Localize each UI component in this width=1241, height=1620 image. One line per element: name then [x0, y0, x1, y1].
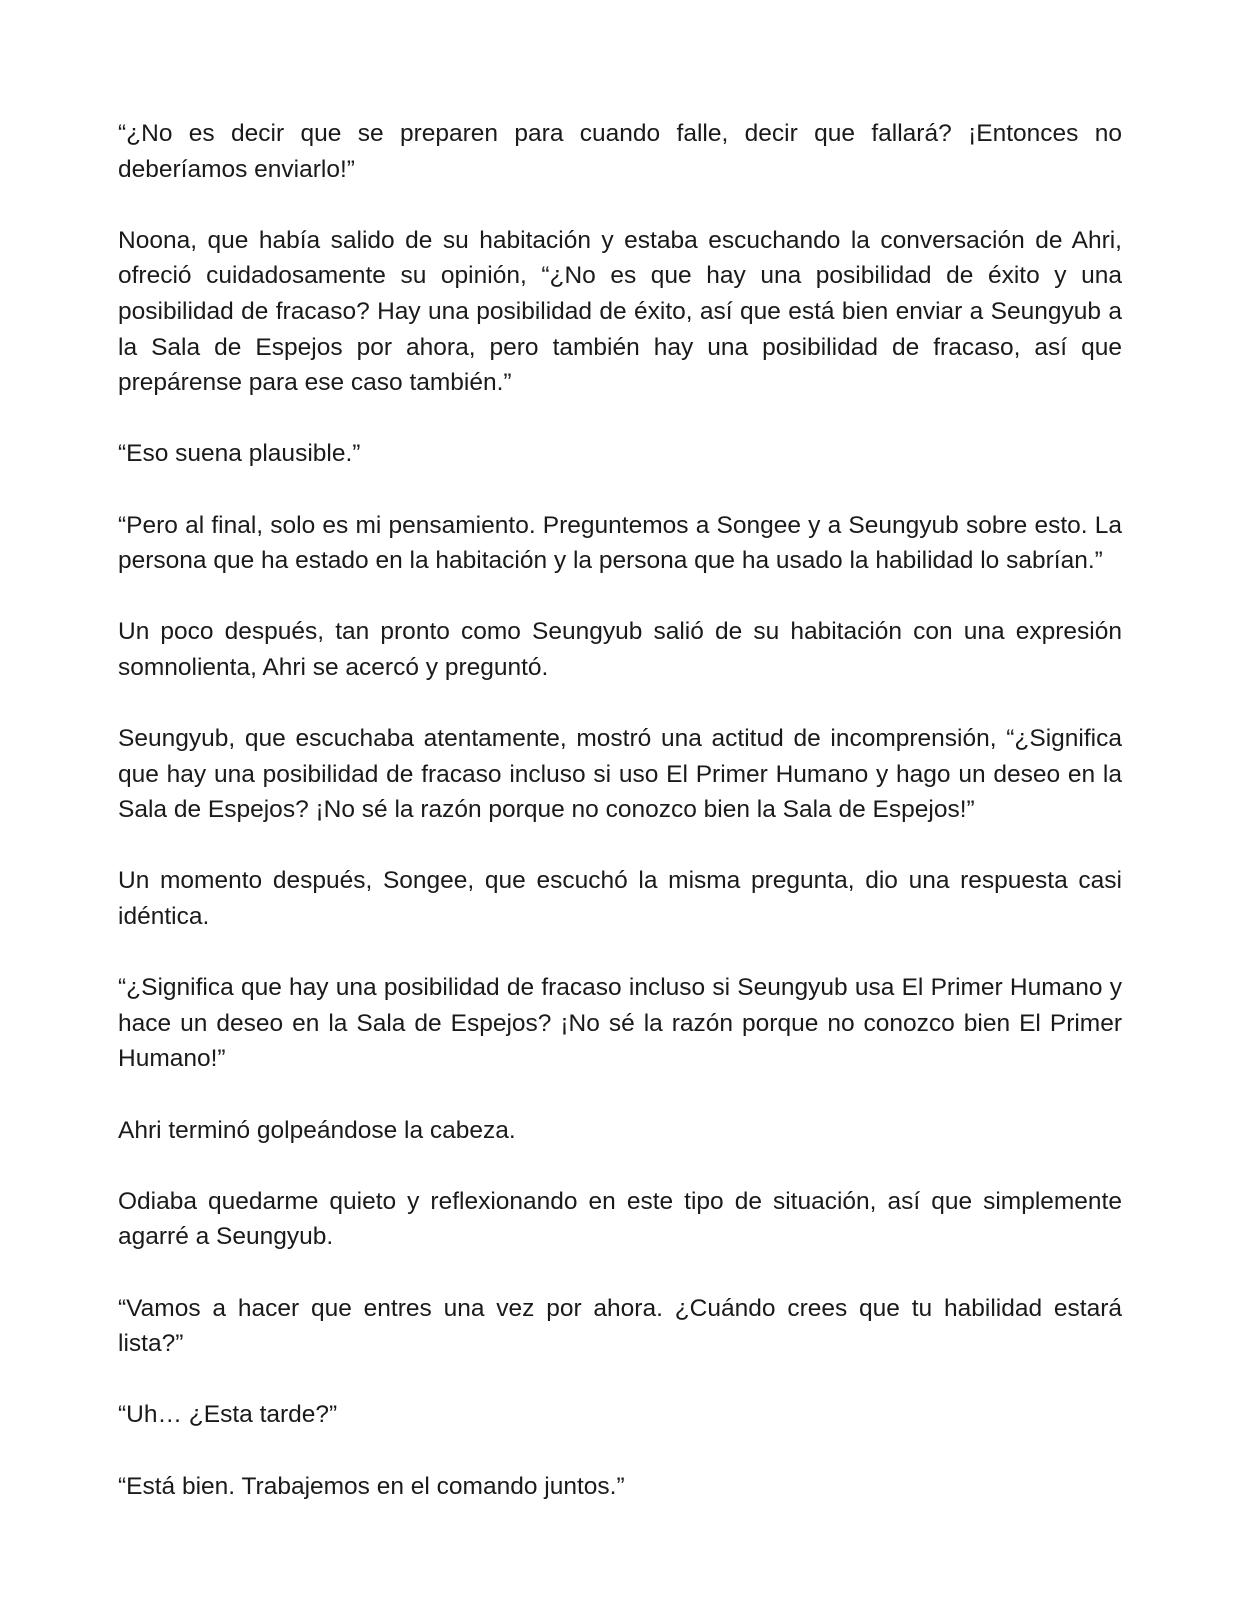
paragraph-6: Seungyub, que escuchaba atentamente, mostró una actitud de incomprensión, “¿Significa que hay una posibilidad de fracaso incluso si uso El Primer Humano y hago un deseo en la Sala de Espejos? ¡No sé la razón porque no conozco bien la Sala de Espejos!” [118, 725, 1122, 824]
paragraph-4: “Pero al final, solo es mi pensamiento. Preguntemos a Songee y a Seungyub sobre esto. La persona que ha estado en la habitación y la persona que ha usado la habilidad lo sabrían.” [118, 511, 1122, 575]
paragraph-1: “¿No es decir que se preparen para cuando falle, decir que fallará? ¡Entonces no deberíamos enviarlo!” [118, 120, 1122, 183]
paragraph-7: Un momento después, Songee, que escuchó la misma pregunta, dio una respuesta casi idéntica. [118, 867, 1122, 931]
paragraph-13: “Está bien. Trabajemos en el comando juntos.” [118, 1472, 625, 1500]
document-page [118, 116, 1122, 1504]
paragraph-3: “Eso suena plausible.” [118, 440, 361, 468]
paragraph-11: “Vamos a hacer que entres una vez por ahora. ¿Cuándo crees que tu habilidad estará lista?” [118, 1294, 1122, 1358]
paragraph-2: Noona, que había salido de su habitación y estaba escuchando la conversación de Ahri, ofreció cuidadosamente su opinión, “¿No es que hay una posibilidad de éxito y una posibilidad de fracaso? Hay una posibilidad de éxito, así que está bien enviar a Seungyub a la Sala de Espejos por ahora, pero también hay una posibilidad de fracaso, así que prepárense para ese caso también.” [118, 226, 1122, 397]
paragraph-12: “Uh… ¿Esta tarde?” [118, 1401, 338, 1429]
paragraph-5: Un poco después, tan pronto como Seungyub salió de su habitación con una expresión somnolienta, Ahri se acercó y preguntó. [118, 618, 1122, 681]
paragraph-9: Ahri terminó golpeándose la cabeza. [118, 1116, 516, 1144]
paragraph-8: “¿Significa que hay una posibilidad de fracaso incluso si Seungyub usa El Primer Humano y hace un deseo en la Sala de Espejos? ¡No sé la razón porque no conozco bien El Primer Humano!” [118, 974, 1122, 1073]
paragraph-10: Odiaba quedarme quieto y reflexionando en este tipo de situación, así que simplemente agarré a Seungyub. [118, 1187, 1122, 1251]
